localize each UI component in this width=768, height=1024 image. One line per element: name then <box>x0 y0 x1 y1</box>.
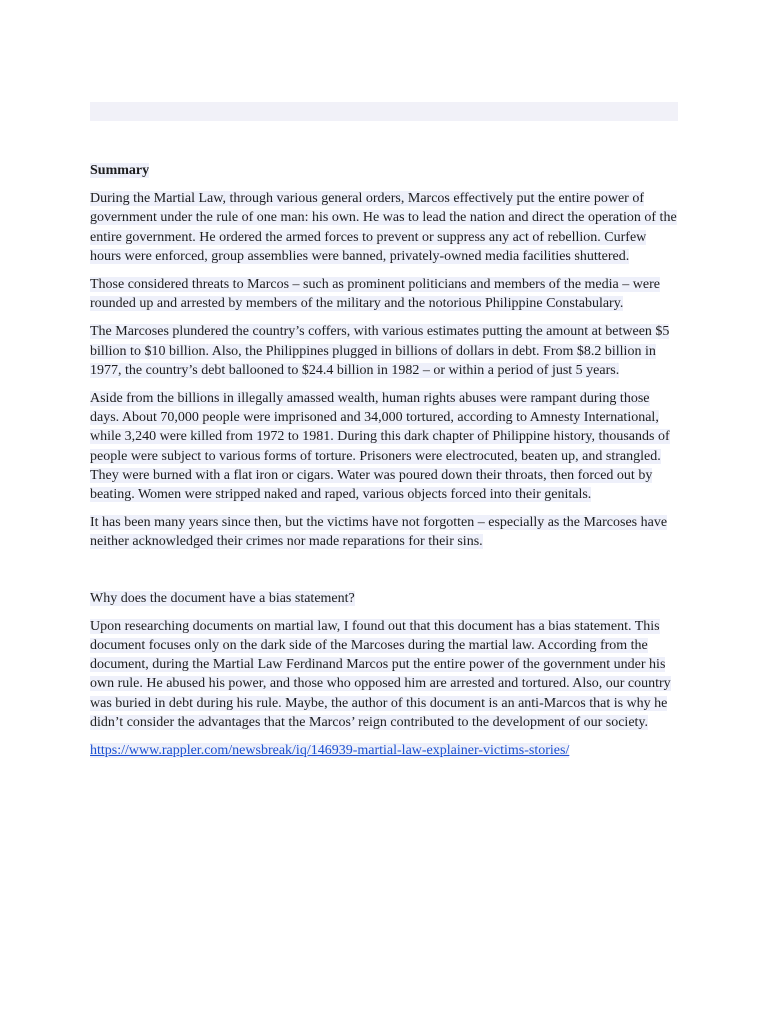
document-body <box>90 161 680 769</box>
header-bar <box>90 102 678 121</box>
summary-paragraph-2: Those considered threats to Marcos – such as prominent politicians and members of the media – were rounded up and arrested by members of the military and the notorious Philippine Constabulary. <box>90 277 660 312</box>
spacer <box>90 561 680 589</box>
summary-paragraph-4: Aside from the billions in illegally amassed wealth, human rights abuses were rampant during those days. About 70,000 people were imprisoned and 34,000 tortured, according to Amnesty International, while 3,240 were killed from 1972 to 1981. During this dark chapter of Philippine history, thousands of people were subject to various forms of torture. Prisoners were electrocuted, beaten up, and strangled. They were burned with a flat iron or cigars. Water was poured down their throats, then forced out by beating. Women were stripped naked and raped, various objects forced into their genitals. <box>90 391 670 503</box>
summary-paragraph-5: It has been many years since then, but the victims have not forgotten – especially as the Marcoses have neither acknowledged their crimes nor made reparations for their sins. <box>90 515 668 550</box>
bias-question: Why does the document have a bias statement? <box>90 590 355 606</box>
summary-paragraph-1: During the Martial Law, through various general orders, Marcos effectively put the entire power of government under the rule of one man: his own. He was to lead the nation and direct the operation of the entire government. He ordered the armed forces to prevent or suppress any act of rebellion. Curfew hours were enforced, group assemblies were banned, privately-owned media facilities shuttered. <box>90 191 677 264</box>
source-link[interactable]: https://www.rappler.com/newsbreak/iq/146939-martial-law-explainer-victims-stories/ <box>90 743 570 759</box>
summary-heading: Summary <box>90 163 150 178</box>
summary-paragraph-3: The Marcoses plundered the country’s coffers, with various estimates putting the amount at between $5 billion to $10 billion. Also, the Philippines plugged in billions of dollars in debt. From $8.2 billion in 1977, the country’s debt ballooned to $24.4 billion in 1982 – or within a period of just 5 years. <box>90 324 670 378</box>
bias-answer-paragraph: Upon researching documents on martial law, I found out that this document has a bias statement. This document focuses only on the dark side of the Marcoses during the martial law. According from the document, during the Martial Law Ferdinand Marcos put the entire power of the government under his own rule. He abused his power, and those who opposed him are arrested and tortured. Also, our country was buried in debt during his rule. Maybe, the author of this document is an anti-Marcos that is why he didn’t consider the advantages that the Marcos’ reign contributed to the development of our society. <box>90 618 671 730</box>
source-link-line <box>90 741 680 760</box>
